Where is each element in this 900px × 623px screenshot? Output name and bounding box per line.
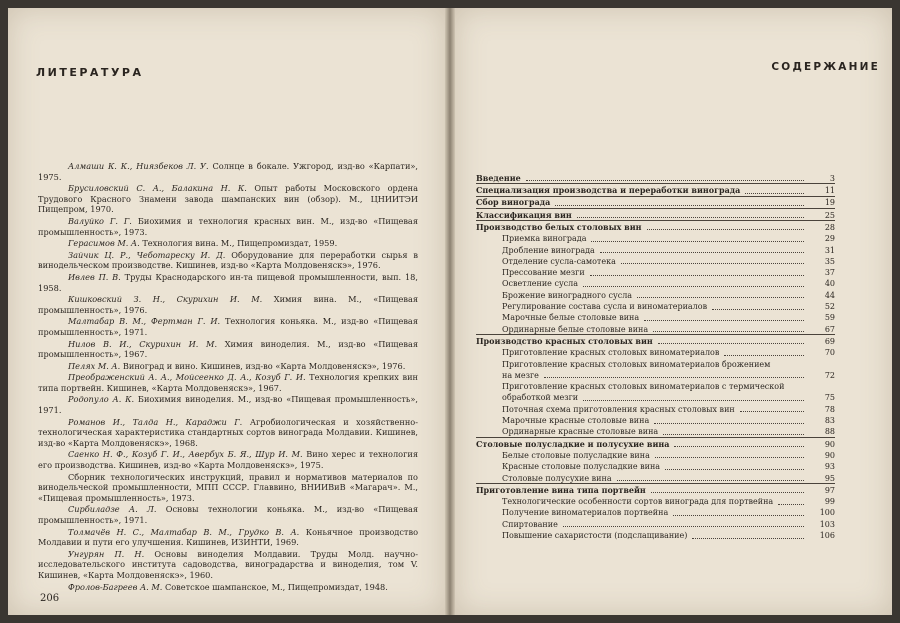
toc-page-number: 103	[819, 519, 835, 529]
reference-text: Солнце в бокале. Ужгород, изд-во «Карпати», 1975.	[38, 161, 419, 182]
reference-item	[38, 372, 418, 393]
toc-page-number: 19	[824, 198, 835, 208]
toc-label: Производство красных столовых вин	[476, 335, 653, 346]
toc-page-number: 95	[824, 473, 835, 483]
toc-page-number: 90	[824, 439, 835, 449]
left-page	[8, 8, 445, 615]
reference-authors: Родопуло А. К.	[68, 394, 135, 405]
toc-leader-dots	[653, 331, 804, 332]
reference-text: Химия вина. М., «Пищевая промышленность», 1976.	[38, 294, 419, 315]
reference-item	[38, 504, 418, 525]
toc-section	[476, 334, 835, 346]
toc-leader-dots	[583, 400, 804, 401]
toc-subsection	[476, 312, 835, 323]
toc-leader-dots	[674, 446, 804, 447]
reference-text: Виноград и вино. Кишинев, изд-во «Карта Молдовеняскэ», 1976.	[122, 360, 406, 371]
toc-subsection	[476, 507, 835, 518]
toc-section	[476, 183, 835, 195]
toc-leader-dots	[745, 193, 804, 194]
page-number: 206	[40, 593, 60, 604]
reference-item	[38, 549, 418, 581]
toc-label: Введение	[476, 172, 521, 183]
toc-label: обработкой мезги	[502, 393, 579, 403]
toc-leader-dots	[600, 252, 804, 253]
reference-text: Советское шампанское, М., Пищепромиздат, 1948.	[164, 581, 388, 592]
reference-authors: Романов И., Талда Н., Караджи Г.	[68, 416, 243, 427]
reference-authors: Кишковский З. Н., Скурихин И. М.	[68, 294, 263, 305]
toc-subsection	[476, 426, 835, 437]
toc-leader-dots	[591, 241, 804, 242]
reference-item	[38, 316, 418, 337]
toc-label: Регулирование состава сусла и виноматериалов	[502, 302, 708, 312]
toc-page-number: 59	[824, 313, 835, 323]
toc-leader-dots	[665, 469, 804, 470]
reference-authors: Алмаши К. К., Ниязбеков Л. У.	[68, 161, 209, 171]
toc-leader-dots	[655, 457, 804, 458]
reference-item	[38, 238, 418, 249]
toc-label: Осветление сусла	[502, 279, 578, 289]
toc-label: на мезге	[502, 370, 539, 380]
toc-leader-dots	[544, 377, 804, 378]
toc-subsection	[476, 449, 835, 460]
toc-label: Приготовление вина типа портвейн	[476, 484, 646, 495]
toc-subsection	[476, 403, 835, 414]
toc-page-number: 11	[824, 186, 835, 196]
toc-leader-dots	[778, 504, 804, 505]
toc-leader-dots	[647, 229, 804, 230]
toc-page-number: 67	[824, 324, 835, 334]
toc-leader-dots	[692, 538, 804, 539]
toc-leader-dots	[724, 355, 804, 356]
toc-leader-dots	[621, 263, 804, 264]
reference-item	[38, 339, 418, 360]
toc-label: Марочные белые столовые вина	[502, 313, 640, 323]
toc-page-number: 88	[824, 427, 835, 437]
toc-leader-dots	[555, 205, 804, 206]
toc-page-number: 70	[824, 348, 835, 358]
toc-page-number: 44	[824, 290, 835, 300]
reference-text: Технология крепких вин типа портвейн. Кишинев, «Карта Молдовеняскэ», 1967.	[38, 372, 419, 393]
reference-authors: Брусиловский С. А., Балакина Н. К.	[68, 183, 247, 194]
reference-item	[38, 449, 418, 470]
toc-page-number: 35	[824, 256, 835, 266]
reference-text: Биохимия и технология красных вин. М., изд-во «Пищевая промышленность», 1973.	[38, 215, 418, 237]
toc-label: Марочные красные столовые вина	[502, 416, 650, 426]
toc-leader-dots	[526, 180, 804, 181]
reference-authors: Ивлев П. В.	[68, 271, 121, 282]
toc-subsection	[476, 358, 835, 369]
toc-label: Ординарные красные столовые вина	[502, 427, 659, 437]
toc-label: Белые столовые полусладкие вина	[502, 450, 650, 460]
reference-item	[38, 250, 418, 271]
reference-text: Химия виноделия. М., изд-во «Пищевая промышленность», 1967.	[38, 338, 418, 360]
toc-leader-dots	[617, 480, 804, 481]
toc-page-number: 37	[824, 268, 835, 278]
reference-text: Опыт работы Московского ордена Трудового Красного Знамени завода шампанских вин (обзор). М., ЦНИИТЭИ Пищепром, 1970.	[38, 183, 418, 215]
toc-section	[476, 196, 835, 208]
reference-authors: Нилов В. И., Скурихин И. М.	[68, 338, 218, 349]
reference-item	[38, 417, 418, 449]
reference-item	[38, 527, 418, 548]
toc-section	[476, 172, 835, 183]
toc-subsection	[476, 380, 835, 391]
reference-item	[38, 216, 418, 237]
toc-leader-dots	[637, 297, 804, 298]
toc-section	[476, 437, 835, 449]
toc-label: Прессование мезги	[502, 268, 585, 278]
reference-text: Технология коньяка. М., изд-во «Пищевая промышленность», 1971.	[38, 316, 418, 337]
toc-leader-dots	[577, 217, 804, 218]
toc-label: Спиртование	[502, 519, 558, 529]
reference-authors: Толмачёв Н. С., Малтабар В. М., Грудко В. А.	[68, 526, 300, 537]
reference-authors: Саенко Н. Ф., Козуб Г. И., Авербух Б. Я., Шур И. М.	[68, 449, 303, 460]
reference-text: Основы технологии коньяка. М., изд-во «Пищевая промышленность», 1971.	[38, 504, 418, 525]
toc-page-number: 29	[824, 234, 835, 244]
reference-item	[38, 161, 418, 182]
toc-subsection	[476, 266, 835, 277]
reference-authors: Пелях М. А.	[68, 360, 121, 371]
toc-page-number: 25	[824, 210, 835, 220]
reference-authors: Зайчик Ц. Р., Чеботареску И. Д.	[68, 249, 226, 260]
toc-page-number: 106	[819, 531, 835, 540]
toc-subsection	[476, 232, 835, 243]
toc-leader-dots	[583, 286, 804, 287]
toc-page-number: 40	[824, 279, 835, 289]
toc-label: Повышение сахаристости (подслащивание)	[502, 531, 688, 540]
contents-title: СОДЕРЖАНИЕ	[771, 61, 880, 73]
reference-item	[38, 272, 418, 293]
toc-label: Столовые полусухие вина	[502, 473, 612, 483]
toc-subsection	[476, 472, 835, 483]
toc-label: Отделение сусла-самотека	[502, 256, 616, 266]
toc-label: Технологические особенности сортов винограда для портвейна	[502, 497, 774, 507]
toc-page-number: 28	[824, 222, 835, 232]
reference-text: Сборник технологических инструкций, правил и нормативов материалов по винодельческой промышленности, МПП СССР. Главвино, ВНИИВиВ «Магарач». М., «Пищевая промышленность», 1973.	[38, 471, 418, 503]
toc-label: Ординарные белые столовые вина	[502, 324, 649, 334]
reference-item	[38, 183, 418, 215]
toc-subsection	[476, 460, 835, 471]
toc-subsection	[476, 278, 835, 289]
toc-page-number: 52	[824, 302, 835, 312]
toc-subsection	[476, 244, 835, 255]
toc-subsection	[476, 529, 835, 540]
reference-text: Вино херес и технология его производства. Кишинев, изд-во «Карта Молдовеняскэ», 1975.	[38, 449, 419, 471]
toc-page-number: 72	[824, 370, 835, 380]
toc-subsection	[476, 369, 835, 380]
toc-leader-dots	[663, 434, 804, 435]
reference-authors: Сирбиладзе А. Л.	[68, 504, 157, 515]
toc-leader-dots	[590, 275, 804, 276]
toc-section	[476, 220, 835, 232]
toc-page-number: 90	[824, 450, 835, 460]
toc-page-number: 100	[819, 508, 835, 518]
toc-label: Классификация вин	[476, 209, 572, 220]
toc-page-number: 75	[824, 393, 835, 403]
toc-label: Брожение виноградного сусла	[502, 290, 633, 300]
toc-page-number: 97	[824, 485, 835, 495]
reference-item	[38, 582, 418, 593]
toc-label: Приготовление красных столовых виноматериалов	[502, 348, 720, 358]
reference-authors: Малтабар В. М., Фертман Г. И.	[68, 316, 221, 327]
book-gutter	[445, 8, 455, 615]
toc-page-number: 69	[824, 336, 835, 346]
reference-text: Труды Краснодарского ин-та пищевой промышленности, вып. 18, 1958.	[38, 271, 418, 293]
toc-subsection	[476, 289, 835, 300]
toc-label: Приемка винограда	[502, 234, 587, 244]
literature-title: ЛИТЕРАТУРА	[36, 66, 144, 79]
reference-item	[38, 294, 418, 315]
reference-text: Агробиологическая и хозяйственно-технологическая характеристика стандартных сортов винограда Молдавии. Кишинев, изд-во «Карта Молдовеняскэ», 1968.	[38, 416, 418, 448]
toc-label: Столовые полусладкие и полусухие вина	[476, 438, 670, 449]
toc-section	[476, 483, 835, 495]
reference-text: Коньячное производство Молдавии и пути его улучшения. Кишинев, ИЗИНТИ, 1969.	[38, 526, 418, 548]
table-of-contents	[476, 172, 835, 541]
toc-subsection	[476, 495, 835, 506]
reference-item	[38, 361, 418, 372]
toc-leader-dots	[651, 492, 804, 493]
toc-label: Поточная схема приготовления красных столовых вин	[502, 404, 735, 414]
toc-label: Специализация производства и переработки винограда	[476, 185, 741, 196]
toc-leader-dots	[563, 526, 804, 527]
toc-subsection	[476, 518, 835, 529]
toc-page-number: 93	[824, 462, 835, 472]
toc-subsection	[476, 346, 835, 357]
reference-authors: Преображенский А. А., Мойсеенко Д. А., Козуб Г. И.	[68, 372, 306, 383]
reference-text: Технология вина. М., Пищепромиздат, 1959.	[142, 238, 338, 249]
reference-item	[38, 472, 418, 504]
reference-authors: Валуйко Г. Г.	[68, 215, 132, 226]
reference-list	[38, 161, 418, 593]
toc-leader-dots	[644, 320, 804, 321]
toc-page-number: 78	[824, 404, 835, 414]
reference-authors: Унгурян П. Н.	[68, 548, 145, 559]
toc-label: Приготовление красных столовых виноматериалов с термической	[502, 382, 785, 392]
toc-leader-dots	[712, 309, 804, 310]
toc-label: Приготовление красных столовых виноматериалов брожением	[502, 359, 771, 369]
toc-subsection	[476, 255, 835, 266]
toc-leader-dots	[673, 515, 804, 516]
toc-page-number: 99	[824, 497, 835, 507]
toc-subsection	[476, 300, 835, 311]
toc-page-number: 31	[824, 245, 835, 255]
toc-leader-dots	[740, 411, 804, 412]
toc-label: Производство белых столовых вин	[476, 221, 642, 232]
reference-text: Биохимия виноделия. М., изд-во «Пищевая промышленность», 1971.	[38, 394, 418, 416]
reference-authors: Герасимов М. А.	[68, 238, 140, 249]
toc-leader-dots	[658, 343, 804, 344]
toc-label: Получение виноматериалов портвейна	[502, 508, 669, 518]
right-page	[455, 8, 892, 615]
reference-authors: Фролов-Багреев А. М.	[68, 581, 163, 592]
reference-item	[38, 394, 418, 415]
reference-text: Оборудование для переработки сырья в винодельческом производстве. Кишинев, изд-во «Карта Молдовеняскэ», 1976.	[38, 249, 419, 271]
toc-label: Сбор винограда	[476, 197, 551, 208]
toc-subsection	[476, 392, 835, 403]
toc-subsection	[476, 323, 835, 334]
toc-subsection	[476, 414, 835, 425]
toc-label: Красные столовые полусладкие вина	[502, 462, 661, 472]
toc-page-number: 3	[829, 173, 835, 183]
toc-page-number: 83	[824, 416, 835, 426]
toc-leader-dots	[654, 423, 804, 424]
toc-section	[476, 208, 835, 220]
toc-label: Дробление винограда	[502, 245, 595, 255]
reference-text: Основы виноделия Молдавии. Труды Молд. научно-исследовательского института садоводства, виноградарства и виноделия, том V. Кишинев, «Карта Молдовеняскэ», 1960.	[38, 548, 418, 580]
